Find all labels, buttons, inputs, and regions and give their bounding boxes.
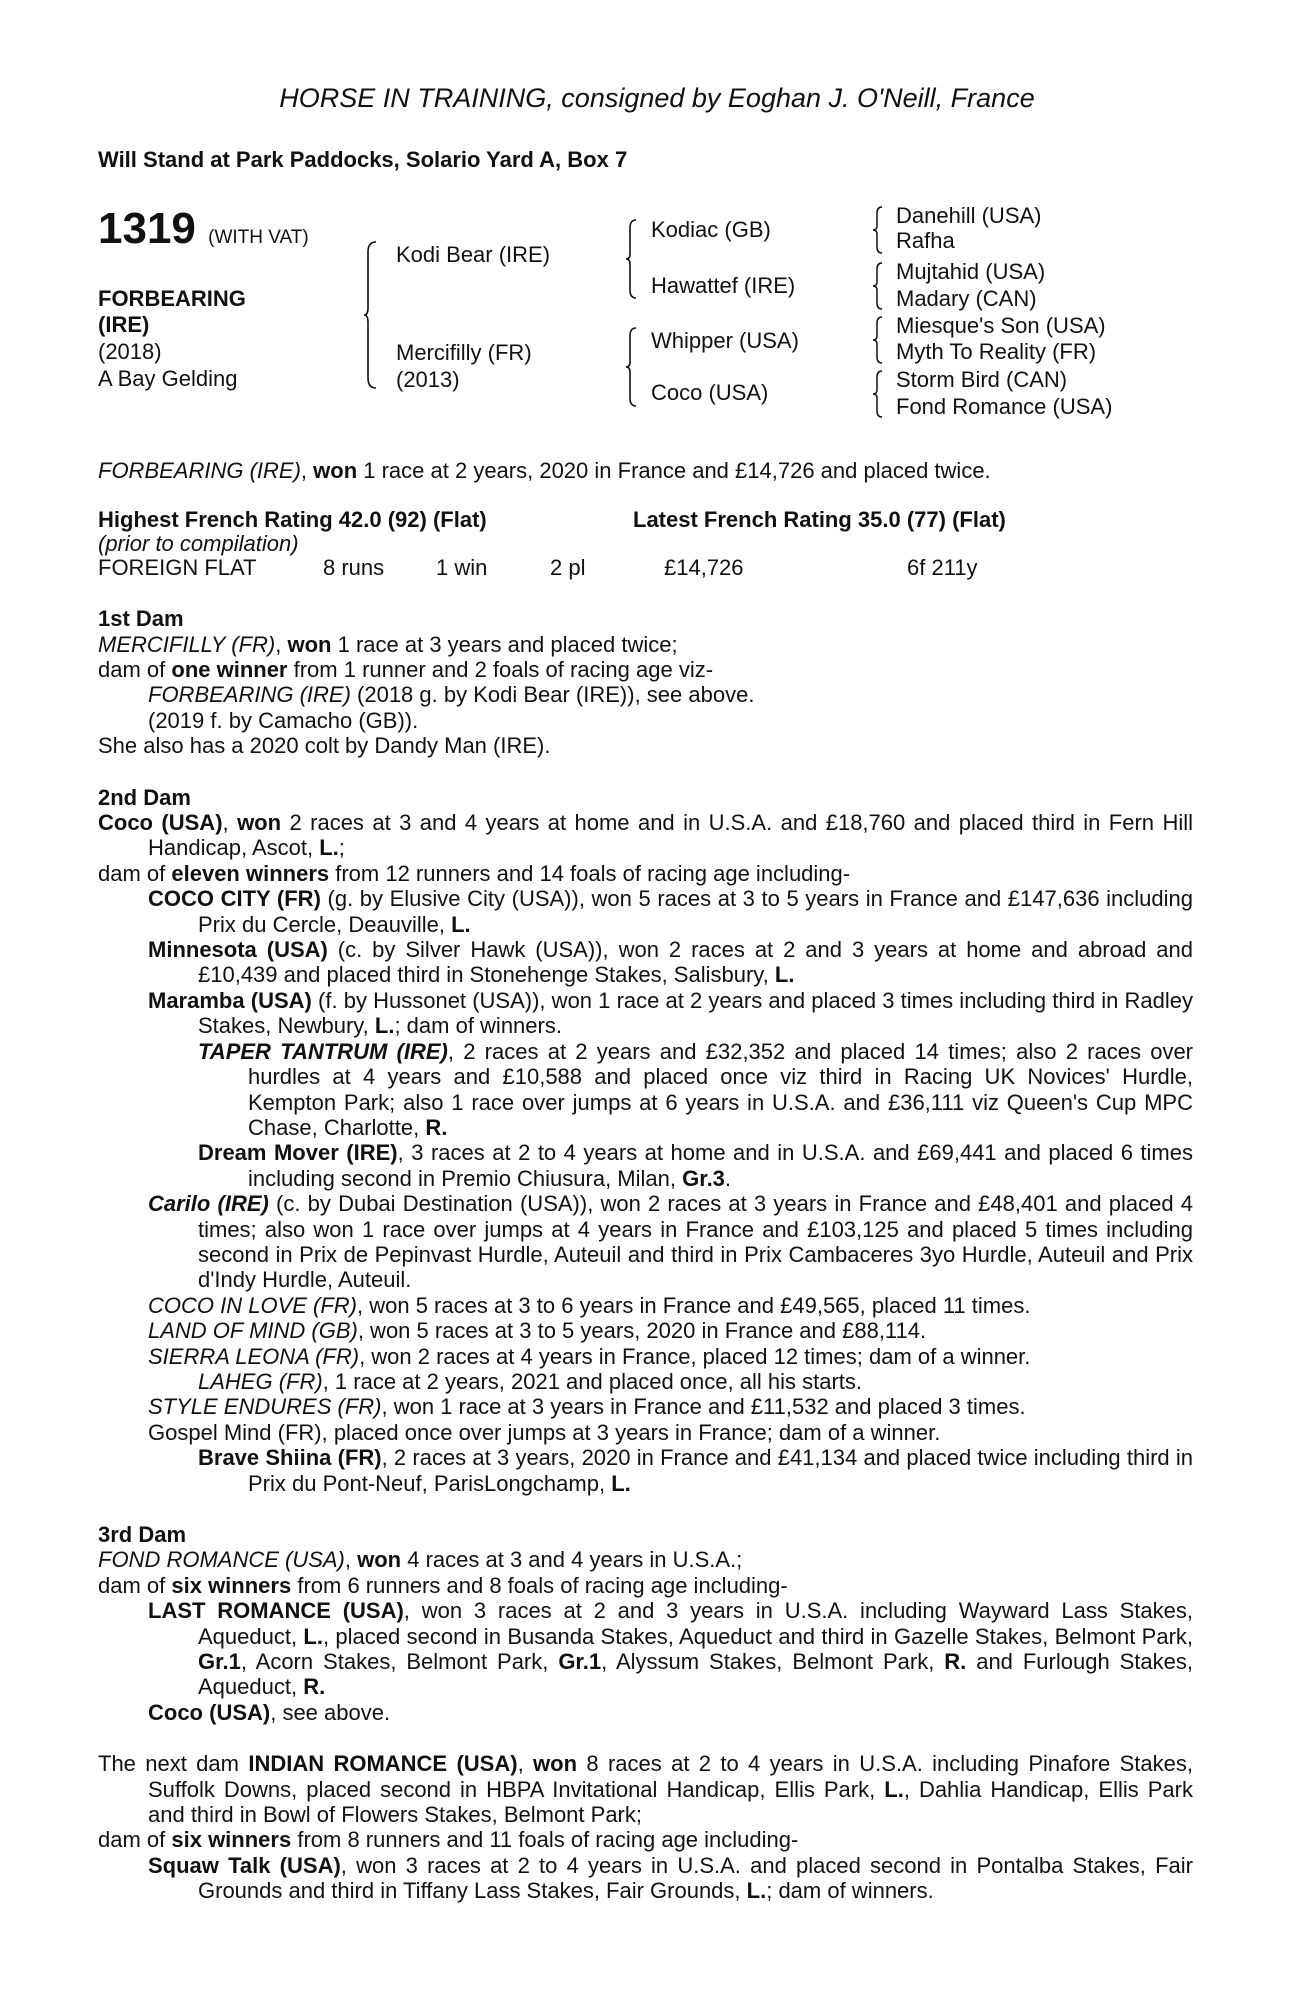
text-run: (2019 f. by Camacho (GB)). <box>148 707 419 733</box>
race-record <box>98 555 1193 580</box>
text-run: LAHEG (FR) <box>198 1368 323 1394</box>
horse-description: A Bay Gelding <box>98 366 238 391</box>
text-run: COCO IN LOVE (FR) <box>148 1292 358 1318</box>
text-run: six winners <box>171 1572 292 1598</box>
text-run: ; dam of winners. <box>394 1013 562 1039</box>
pedigree-entry <box>98 733 1193 758</box>
text-run: , <box>517 1751 534 1777</box>
text-run: L. <box>746 1878 767 1904</box>
record-wins: 1 win <box>436 554 488 580</box>
pedigree-entry <box>98 988 1193 1039</box>
text-run: dam of <box>98 1572 172 1598</box>
text-run: ; dam of winners. <box>766 1878 934 1904</box>
text-run: , won 3 races at 2 to 4 years in U.S.A. and placed second in Pontalba Stakes, Fair Grounds and third in Tiffany Lass Stakes, Fair Grounds, <box>198 1852 1193 1904</box>
pedigree-entry <box>98 1751 1193 1827</box>
dam-section <box>98 785 1193 1496</box>
dam-section <box>98 1522 1193 1725</box>
text-run: 1 race at 3 years and placed twice; <box>331 631 678 657</box>
text-run: , 3 races at 2 to 4 years at home and in U.S.A. and £69,441 and placed 6 times including second in Premio Chiusura, Milan, <box>248 1140 1193 1191</box>
pedigree-brace-g3 <box>872 315 884 365</box>
pedigree-entry <box>98 1039 1193 1141</box>
text-run: , placed second in Busanda Stakes, Aqueduct and third in Gazelle Stakes, Belmont Park, <box>322 1623 1194 1649</box>
text-run: six winners <box>171 1827 292 1853</box>
record-earnings: £14,726 <box>664 554 744 580</box>
pedigree-brace-g4 <box>872 369 884 419</box>
text-run: . <box>724 1165 732 1191</box>
pedigree-entry <box>98 810 1193 861</box>
text-run: L. <box>303 1623 323 1649</box>
record-distance: 6f 211y <box>907 554 978 580</box>
text-run: (g. by Elusive City (USA)), won 5 races at 3 to 5 years in France and £147,636 including Prix du Cercle, Deauville, <box>198 886 1193 937</box>
race-summary <box>98 458 1193 483</box>
text-run: Squaw Talk (USA) <box>148 1852 341 1878</box>
text-run: 8 races at 2 to 4 years in U.S.A. including Pinafore Stakes, Suffolk Downs, placed second in HBPA Invitational Handicap, Ellis Park, <box>148 1751 1193 1802</box>
text-run: , <box>300 458 314 483</box>
pedigree-brace-g2 <box>872 261 884 311</box>
text-run: Gr.3 <box>682 1165 725 1191</box>
text-run: , won 5 races at 3 to 5 years, 2020 in France and £88,114. <box>357 1318 927 1344</box>
text-run: Dream Mover (IRE) <box>198 1140 398 1166</box>
text-run: L. <box>774 962 795 988</box>
pedigree-entry <box>98 1598 1193 1700</box>
pedigree-brace-dam-parents <box>624 326 638 408</box>
text-run: one winner <box>171 657 288 682</box>
dam-section <box>98 606 1193 758</box>
pedigree-entry <box>98 1140 1193 1191</box>
pedigree-entry <box>98 1445 1193 1496</box>
text-run: INDIAN ROMANCE (USA) <box>248 1751 518 1777</box>
text-run: 4 races at 3 and 4 years in U.S.A.; <box>401 1547 743 1573</box>
pedigree-entry <box>98 708 1193 733</box>
pedigree-entry <box>98 1547 1193 1572</box>
lot-number <box>98 204 309 263</box>
text-run: COCO CITY (FR) <box>148 886 321 912</box>
pedigree-brace-sire-parents <box>624 218 638 300</box>
pedigree-sire: Kodi Bear (IRE) <box>396 242 551 267</box>
text-run: The next dam <box>98 1751 249 1777</box>
record-placed: 2 pl <box>550 554 586 580</box>
text-run: , <box>344 1547 358 1573</box>
catalogue-body <box>98 458 1193 1904</box>
ratings-row <box>98 507 1193 532</box>
text-run: ; <box>338 835 345 861</box>
dam-sections <box>98 606 1193 1904</box>
pedigree-entry <box>98 632 1193 657</box>
text-run: , see above. <box>270 1699 391 1725</box>
text-run: from 1 runner and 2 foals of racing age viz- <box>287 657 714 682</box>
text-run: won <box>357 1547 402 1573</box>
text-run: from 12 runners and 14 foals of racing age including- <box>329 860 851 886</box>
text-run: She also has a 2020 colt by Dandy Man (IRE). <box>98 733 551 759</box>
pedigree-entry <box>98 1394 1193 1419</box>
pedigree-ssd: Rafha <box>896 228 955 253</box>
pedigree-entry <box>98 1191 1193 1293</box>
horse-name: FORBEARING <box>98 286 246 311</box>
pedigree-dss: Miesque's Son (USA) <box>896 313 1106 338</box>
text-run: , won 1 race at 3 years in France and £11,532 and placed 3 times. <box>381 1394 1026 1420</box>
text-run: , 2 races at 3 years, 2020 in France and £41,134 and placed twice including third in Prix du Pont-Neuf, ParisLongchamp, <box>248 1445 1193 1496</box>
text-run: (c. by Dubai Destination (USA)), won 2 races at 3 years in France and £48,401 and placed 4 times; also won 1 race over jumps at 4 years in France and £103,125 and placed 5 times including second in Prix de Pepinvast Hurdle, Auteuil and third in Prix Cambaceres 3yo Hurdle, Auteuil and Prix d'Indy Hurdle, Auteuil. <box>198 1191 1193 1293</box>
pedigree-brace-g1 <box>872 205 884 255</box>
pedigree-sss: Danehill (USA) <box>896 203 1042 228</box>
text-run: , <box>222 810 238 836</box>
text-run: , Acorn Stakes, Belmont Park, <box>240 1649 559 1675</box>
pedigree-entry <box>98 1573 1193 1598</box>
pedigree-entry <box>98 682 1193 707</box>
text-run: R. <box>944 1649 967 1675</box>
latest-rating: Latest French Rating 35.0 (77) (Flat) <box>633 507 1006 533</box>
pedigree-dam-year: (2013) <box>396 367 460 392</box>
text-run: FOND ROMANCE (USA) <box>98 1547 345 1573</box>
text-run: LAST ROMANCE (USA) <box>148 1598 404 1624</box>
text-run: won <box>533 1751 578 1777</box>
text-run: Gr.1 <box>558 1649 602 1675</box>
text-run: FORBEARING (IRE) <box>148 682 351 708</box>
ratings-note <box>98 530 1193 556</box>
pedigree-dam-dam: Coco (USA) <box>651 380 769 405</box>
pedigree-ddd: Fond Romance (USA) <box>896 394 1113 419</box>
page-title: HORSE IN TRAINING, consigned by Eoghan J. O'Neill, France <box>279 83 1035 113</box>
text-run: L. <box>611 1470 631 1496</box>
text-run: won <box>237 810 282 836</box>
text-run: dam of <box>98 657 172 682</box>
pedigree-sire-dam: Hawattef (IRE) <box>651 273 796 298</box>
horse-year: (2018) <box>98 339 162 364</box>
text-run: , Alyssum Stakes, Belmont Park, <box>601 1649 945 1675</box>
pedigree-entry <box>98 937 1193 988</box>
text-run: Coco (USA) <box>148 1699 271 1725</box>
vat-note: (WITH VAT) <box>208 227 309 248</box>
pedigree-sdd: Madary (CAN) <box>896 286 1037 311</box>
text-run: R. <box>425 1114 448 1140</box>
text-run: 1 race at 2 years, 2020 in France and £14,726 and placed twice. <box>357 458 991 483</box>
stable-location: Will Stand at Park Paddocks, Solario Yard A, Box 7 <box>98 147 628 172</box>
text-run: , won 5 races at 3 to 6 years in France and £49,565, placed 11 times. <box>357 1292 1031 1318</box>
lot-number-value: 1319 <box>98 204 196 253</box>
record-runs: 8 runs <box>323 554 385 580</box>
text-run: from 8 runners and 11 foals of racing age including- <box>291 1827 799 1853</box>
text-run: Carilo (IRE) <box>148 1191 269 1217</box>
pedigree-entry <box>98 1700 1193 1725</box>
horse-country: (IRE) <box>98 312 150 337</box>
text-run: won <box>313 458 358 483</box>
text-run: FORBEARING (IRE) <box>98 458 301 483</box>
record-type: FOREIGN FLAT <box>98 554 257 580</box>
pedigree-entry <box>98 1318 1193 1343</box>
text-run: TAPER TANTRUM (IRE) <box>198 1038 448 1064</box>
text-run: Minnesota (USA) <box>148 937 328 963</box>
pedigree-dam: Mercifilly (FR) <box>396 340 532 365</box>
text-run: eleven winners <box>171 860 330 886</box>
text-run: , won 3 races at 2 and 3 years in U.S.A. including Wayward Lass Stakes, Aqueduct, <box>198 1598 1193 1649</box>
section-heading: 1st Dam <box>98 606 184 632</box>
text-run: (2018 g. by Kodi Bear (IRE)), see above. <box>350 682 755 708</box>
pedigree-entry <box>98 1369 1193 1394</box>
text-run: (f. by Hussonet (USA)), won 1 race at 2 years and placed 3 times including third in Radley Stakes, Newbury, <box>198 987 1194 1039</box>
text-run: Maramba (USA) <box>148 987 312 1013</box>
text-run: Gr.1 <box>198 1649 241 1675</box>
text-run: (c. by Silver Hawk (USA)), won 2 races at 2 and 3 years at home and abroad and £10,439 and placed third in Stonehenge Stakes, Salisbury, <box>198 937 1193 988</box>
text-run: L. <box>884 1776 904 1802</box>
text-run: LAND OF MIND (GB) <box>148 1318 358 1344</box>
pedigree-dds: Storm Bird (CAN) <box>896 367 1068 392</box>
pedigree-dam-sire: Whipper (USA) <box>651 328 799 353</box>
pedigree-entry <box>98 1344 1193 1369</box>
text-run: , 2 races at 2 years and £32,352 and placed 14 times; also 2 races over hurdles at 4 years and £10,588 and placed once viz third in Racing UK Novices' Hurdle, Kempton Park; also 1 race over jumps at 6 years in U.S.A. and £36,111 viz Queen's Cup MPC Chase, Charlotte, <box>248 1038 1193 1140</box>
text-run: Coco (USA) <box>98 810 223 836</box>
text-run: , Dahlia Handicap, Ellis Park and third in Bowl of Flowers Stakes, Belmont Park; <box>148 1776 1193 1828</box>
text-run: 2 races at 3 and 4 years at home and in U.S.A. and £18,760 and placed third in Fern Hill Handicap, Ascot, <box>148 810 1193 861</box>
text-run: and Furlough Stakes, Aqueduct, <box>198 1649 1193 1700</box>
text-run: won <box>287 631 332 657</box>
text-run: from 6 runners and 8 foals of racing age including- <box>291 1572 788 1598</box>
pedigree-brace-sire-dam <box>362 240 378 390</box>
pedigree-entry <box>98 1420 1193 1445</box>
text-run: dam of <box>98 1827 172 1853</box>
ratings-note-text: (prior to compilation) <box>98 530 299 556</box>
pedigree-entry <box>98 1827 1193 1852</box>
section-heading: 2nd Dam <box>98 784 191 810</box>
pedigree-sire-sire: Kodiac (GB) <box>651 217 771 242</box>
text-run: L. <box>319 835 339 861</box>
dam-section <box>98 1751 1193 1903</box>
text-run: STYLE ENDURES (FR) <box>148 1394 382 1420</box>
text-run: MERCIFILLY (FR) <box>98 631 276 657</box>
text-run: L. <box>374 1013 395 1039</box>
highest-rating: Highest French Rating 42.0 (92) (Flat) <box>98 507 487 533</box>
pedigree-dsd: Myth To Reality (FR) <box>896 339 1097 364</box>
section-heading: 3rd Dam <box>98 1522 187 1547</box>
text-run: , won 2 races at 4 years in France, placed 12 times; dam of a winner. <box>359 1343 1031 1369</box>
pedigree-entry <box>98 861 1193 886</box>
text-run: , 1 race at 2 years, 2021 and placed once, all his starts. <box>322 1368 862 1394</box>
pedigree-sds: Mujtahid (USA) <box>896 259 1046 284</box>
text-run: Brave Shiina (FR) <box>198 1445 382 1471</box>
pedigree-entry <box>98 886 1193 937</box>
text-run: R. <box>303 1674 326 1700</box>
pedigree-entry <box>98 1293 1193 1318</box>
text-run: dam of <box>98 860 172 886</box>
pedigree-entry <box>98 657 1193 682</box>
text-run: SIERRA LEONA (FR) <box>148 1343 360 1369</box>
text-run: Gospel Mind (FR), placed once over jumps at 3 years in France; dam of a winner. <box>148 1419 941 1445</box>
text-run: L. <box>451 911 471 937</box>
pedigree-entry <box>98 1853 1193 1904</box>
text-run: , <box>275 631 288 657</box>
